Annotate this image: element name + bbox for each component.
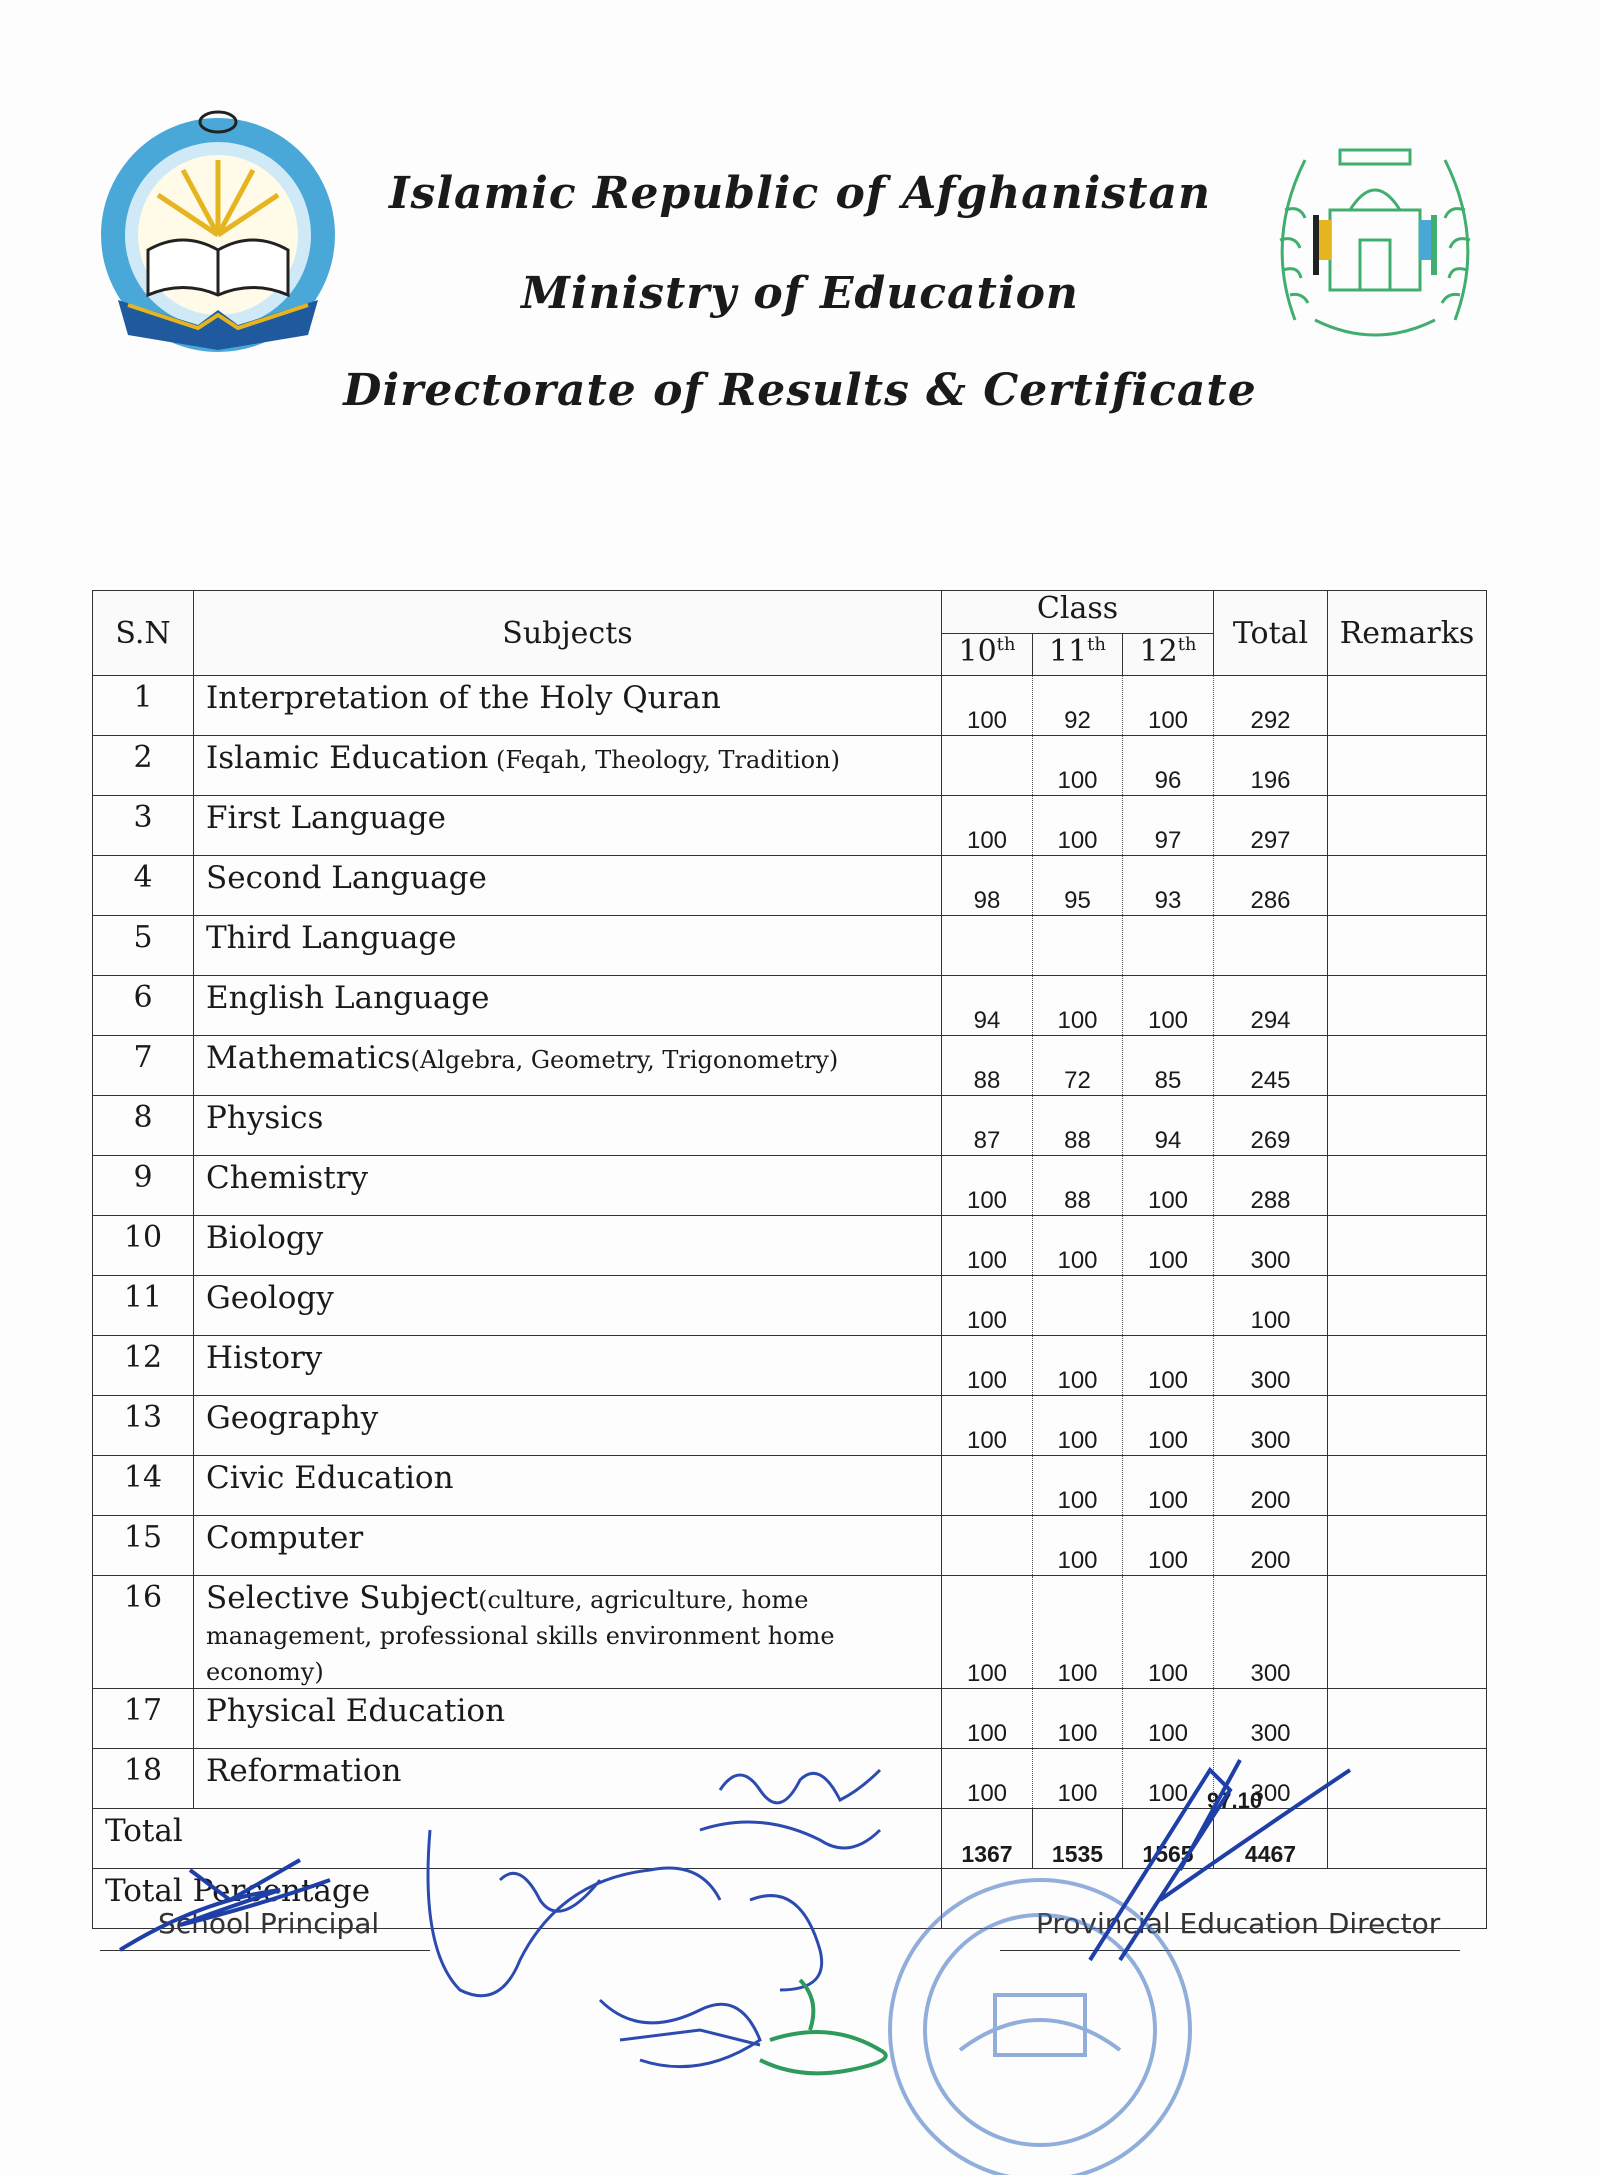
row-class-12: 100 (1123, 1516, 1214, 1576)
row-total: 288 (1214, 1156, 1328, 1216)
row-sn: 7 (93, 1036, 194, 1096)
row-class-10: 100 (942, 1156, 1033, 1216)
table-row (93, 796, 1487, 856)
row-subject (194, 796, 942, 856)
row-class-10: 88 (942, 1036, 1033, 1096)
total-row (93, 1809, 1487, 1869)
row-sn: 17 (93, 1689, 194, 1749)
table-row (93, 1156, 1487, 1216)
afghanistan-national-emblem-icon (1255, 120, 1495, 360)
row-remarks (1328, 1036, 1487, 1096)
row-total: 300 (1214, 1689, 1328, 1749)
table-row (93, 1516, 1487, 1576)
subject-name: Civic Education (206, 1460, 454, 1496)
row-class-10 (942, 736, 1033, 796)
row-subject (194, 1456, 942, 1516)
principal-signature-line (100, 1950, 430, 1951)
subject-name: Second Language (206, 860, 487, 896)
subject-name: First Language (206, 800, 446, 836)
row-total: 297 (1214, 796, 1328, 856)
row-class-11 (1033, 916, 1123, 976)
row-sn: 4 (93, 856, 194, 916)
row-class-11: 72 (1033, 1036, 1123, 1096)
total-label: Total (93, 1809, 942, 1869)
header-ministry: Ministry of Education (521, 268, 1079, 319)
row-subject (194, 1689, 942, 1749)
results-table (92, 590, 1486, 1929)
row-class-11: 100 (1033, 796, 1123, 856)
subject-name: Reformation (206, 1753, 402, 1789)
row-total: 300 (1214, 1336, 1328, 1396)
row-class-11: 100 (1033, 1749, 1123, 1809)
row-total: 200 (1214, 1516, 1328, 1576)
table-row (93, 1096, 1487, 1156)
row-class-10: 94 (942, 976, 1033, 1036)
row-subject (194, 1096, 942, 1156)
subject-name: Physical Education (206, 1693, 506, 1729)
row-class-12: 85 (1123, 1036, 1214, 1096)
row-subject (194, 1276, 942, 1336)
row-subject (194, 1396, 942, 1456)
row-class-12 (1123, 916, 1214, 976)
row-class-11: 100 (1033, 1516, 1123, 1576)
row-sn: 3 (93, 796, 194, 856)
total-all: 4467 (1214, 1809, 1328, 1869)
subject-name: Interpretation of the Holy Quran (206, 680, 721, 716)
row-class-12: 100 (1123, 676, 1214, 736)
table-header-row (93, 591, 1487, 634)
table-row (93, 1336, 1487, 1396)
total-remarks (1328, 1809, 1487, 1869)
row-class-12: 96 (1123, 736, 1214, 796)
row-subject (194, 856, 942, 916)
table-row (93, 976, 1487, 1036)
column-header-class-12: 12th (1123, 633, 1214, 676)
total-class-10: 1367 (942, 1809, 1033, 1869)
row-class-11: 88 (1033, 1096, 1123, 1156)
row-sn: 1 (93, 676, 194, 736)
row-remarks (1328, 1096, 1487, 1156)
row-class-12: 93 (1123, 856, 1214, 916)
subject-name: Mathematics (206, 1040, 411, 1076)
subject-name: Physics (206, 1100, 324, 1136)
column-header-subjects: Subjects (194, 591, 942, 676)
subject-note: (Feqah, Theology, Tradition) (488, 746, 840, 774)
row-sn: 9 (93, 1156, 194, 1216)
row-total: 300 (1214, 1576, 1328, 1689)
column-header-remarks: Remarks (1328, 591, 1487, 676)
row-total: 292 (1214, 676, 1328, 736)
table-row (93, 1216, 1487, 1276)
row-class-12: 100 (1123, 1156, 1214, 1216)
column-header-total: Total (1214, 591, 1328, 676)
subject-name: Islamic Education (206, 740, 489, 776)
total-class-11: 1535 (1033, 1809, 1123, 1869)
subject-note: (Algebra, Geometry, Trigonometry) (410, 1046, 839, 1074)
row-subject (194, 736, 942, 796)
subject-name: English Language (206, 980, 490, 1016)
row-class-11: 100 (1033, 736, 1123, 796)
row-total: 196 (1214, 736, 1328, 796)
row-class-12: 94 (1123, 1096, 1214, 1156)
row-subject (194, 1036, 942, 1096)
row-class-12: 100 (1123, 1396, 1214, 1456)
row-class-12 (1123, 1276, 1214, 1336)
row-class-12: 100 (1123, 1576, 1214, 1689)
table-row (93, 1456, 1487, 1516)
row-class-12: 100 (1123, 1336, 1214, 1396)
row-total: 269 (1214, 1096, 1328, 1156)
row-sn: 15 (93, 1516, 194, 1576)
subject-name: Geography (206, 1400, 379, 1436)
row-subject (194, 1216, 942, 1276)
table-row (93, 676, 1487, 736)
percentage-value: 97.10 (1207, 1788, 1263, 1813)
subject-note: (culture, agriculture, home management, professional skills environment home economy) (206, 1586, 835, 1686)
header-directorate: Directorate of Results & Certificate (343, 365, 1257, 416)
green-signature (760, 1980, 886, 2073)
row-total: 245 (1214, 1036, 1328, 1096)
row-sn: 14 (93, 1456, 194, 1516)
table-row (93, 1576, 1487, 1689)
row-class-11: 100 (1033, 1396, 1123, 1456)
subject-name: Selective Subject (206, 1580, 479, 1616)
row-class-12: 100 (1123, 1689, 1214, 1749)
subject-name: Third Language (206, 920, 457, 956)
row-sn: 13 (93, 1396, 194, 1456)
row-total: 300 (1214, 1396, 1328, 1456)
table-row (93, 1396, 1487, 1456)
row-remarks (1328, 1516, 1487, 1576)
row-subject (194, 1156, 942, 1216)
row-remarks (1328, 1276, 1487, 1336)
row-class-10: 100 (942, 1749, 1033, 1809)
row-remarks (1328, 1156, 1487, 1216)
percentage-label: Total Percentage (93, 1869, 942, 1929)
subject-name: History (206, 1340, 323, 1376)
row-sn: 18 (93, 1749, 194, 1809)
subject-name: Biology (206, 1220, 324, 1256)
row-total: 294 (1214, 976, 1328, 1036)
column-header-sn: S.N (93, 591, 194, 676)
row-class-10: 100 (942, 796, 1033, 856)
row-total: 286 (1214, 856, 1328, 916)
row-subject (194, 916, 942, 976)
row-class-11 (1033, 1276, 1123, 1336)
row-total: 200 (1214, 1456, 1328, 1516)
row-class-11: 95 (1033, 856, 1123, 916)
row-class-10 (942, 916, 1033, 976)
row-class-11: 100 (1033, 1576, 1123, 1689)
row-class-10: 100 (942, 1336, 1033, 1396)
subject-name: Computer (206, 1520, 364, 1556)
row-sn: 5 (93, 916, 194, 976)
header-country: Islamic Republic of Afghanistan (388, 168, 1212, 219)
row-sn: 6 (93, 976, 194, 1036)
row-total: 300 (1214, 1216, 1328, 1276)
row-class-10: 100 (942, 1276, 1033, 1336)
row-sn: 8 (93, 1096, 194, 1156)
row-remarks (1328, 976, 1487, 1036)
school-principal-label: School Principal (158, 1907, 380, 1940)
table-row (93, 1689, 1487, 1749)
subject-name: Chemistry (206, 1160, 369, 1196)
row-class-11: 100 (1033, 1456, 1123, 1516)
row-subject (194, 1516, 942, 1576)
row-sn: 2 (93, 736, 194, 796)
row-class-10: 98 (942, 856, 1033, 916)
row-sn: 12 (93, 1336, 194, 1396)
row-subject (194, 976, 942, 1036)
row-class-12: 100 (1123, 976, 1214, 1036)
row-class-11: 100 (1033, 976, 1123, 1036)
row-subject (194, 1749, 942, 1809)
table-row (93, 1276, 1487, 1336)
table-row (93, 736, 1487, 796)
row-class-10: 100 (942, 676, 1033, 736)
row-class-12: 100 (1123, 1749, 1214, 1809)
row-total: 100 (1214, 1276, 1328, 1336)
row-sn: 11 (93, 1276, 194, 1336)
row-remarks (1328, 1396, 1487, 1456)
row-class-10: 100 (942, 1576, 1033, 1689)
row-class-12: 97 (1123, 796, 1214, 856)
table-row (93, 856, 1487, 916)
row-class-10 (942, 1516, 1033, 1576)
table-row (93, 916, 1487, 976)
column-header-class-11: 11th (1033, 633, 1123, 676)
table-row (93, 1749, 1487, 1809)
table-row (93, 1036, 1487, 1096)
row-remarks (1328, 856, 1487, 916)
row-class-11: 100 (1033, 1216, 1123, 1276)
row-total (1214, 916, 1328, 976)
row-remarks (1328, 1576, 1487, 1689)
row-class-11: 88 (1033, 1156, 1123, 1216)
row-class-10: 87 (942, 1096, 1033, 1156)
ministry-of-education-emblem-icon (88, 100, 348, 360)
row-remarks (1328, 736, 1487, 796)
total-class-12: 1565 (1123, 1809, 1214, 1869)
row-remarks (1328, 916, 1487, 976)
row-sn: 16 (93, 1576, 194, 1689)
row-class-11: 100 (1033, 1336, 1123, 1396)
row-class-11: 92 (1033, 676, 1123, 736)
row-class-10 (942, 1456, 1033, 1516)
row-subject (194, 676, 942, 736)
row-subject (194, 1336, 942, 1396)
provincial-director-label: Provincial Education Director (1036, 1907, 1441, 1940)
subject-name: Geology (206, 1280, 334, 1316)
row-class-10: 100 (942, 1396, 1033, 1456)
row-subject (194, 1576, 942, 1689)
column-header-class: Class (942, 591, 1214, 634)
row-class-10: 100 (942, 1216, 1033, 1276)
row-remarks (1328, 1216, 1487, 1276)
row-class-10: 100 (942, 1689, 1033, 1749)
row-class-12: 100 (1123, 1216, 1214, 1276)
row-remarks (1328, 1456, 1487, 1516)
row-total: 300 (1214, 1749, 1328, 1809)
row-sn: 10 (93, 1216, 194, 1276)
row-class-12: 100 (1123, 1456, 1214, 1516)
row-remarks (1328, 1749, 1487, 1809)
column-header-class-10: 10th (942, 633, 1033, 676)
row-remarks (1328, 796, 1487, 856)
row-class-11: 100 (1033, 1689, 1123, 1749)
director-signature-line (1000, 1950, 1460, 1951)
row-remarks (1328, 1689, 1487, 1749)
row-remarks (1328, 1336, 1487, 1396)
row-remarks (1328, 676, 1487, 736)
